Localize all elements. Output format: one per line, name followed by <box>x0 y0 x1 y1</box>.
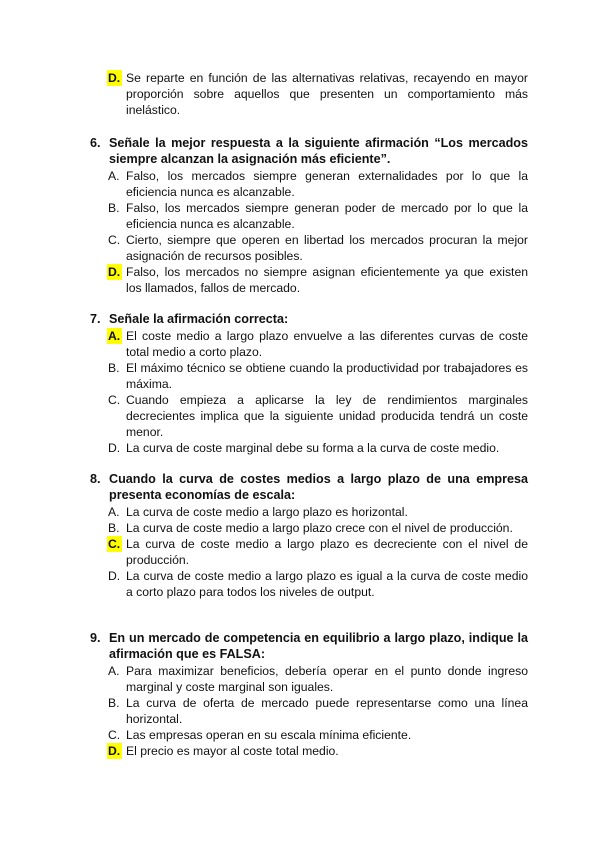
question-number: 8. <box>90 472 101 486</box>
option-text: Falso, los mercados no siempre asignan eficientemente ya que existen los llamados, fallos de mercado. <box>126 265 528 295</box>
option-letter: B. <box>108 361 120 375</box>
option-letter: D. <box>108 569 121 583</box>
answer-option <box>90 70 528 118</box>
option-letter: D. <box>108 441 121 455</box>
option-letter-highlighted: A. <box>108 329 121 343</box>
option-letter: A. <box>108 169 120 183</box>
question-heading <box>90 135 528 167</box>
answer-option <box>90 264 528 296</box>
option-text: Para maximizar beneficios, debería operar en el punto donde ingreso marginal y coste marginal son iguales. <box>126 664 528 694</box>
answer-option <box>90 200 528 232</box>
question-text: Señale la afirmación correcta: <box>109 312 289 326</box>
option-letter-highlighted: D. <box>108 71 121 85</box>
option-letter: B. <box>108 521 120 535</box>
option-text: Se reparte en función de las alternativas relativas, recayendo en mayor proporción sobre aquellos que presenten un comportamiento más inelástico. <box>126 71 528 117</box>
option-text: La curva de oferta de mercado puede representarse como una línea horizontal. <box>126 696 528 726</box>
option-letter-highlighted: D. <box>108 265 121 279</box>
question-heading <box>90 471 528 503</box>
option-letter: C. <box>108 233 121 247</box>
question-6 <box>90 135 528 296</box>
question-number: 9. <box>90 631 101 645</box>
option-text: La curva de coste medio a largo plazo crece con el nivel de producción. <box>126 521 513 535</box>
question-8 <box>90 471 528 600</box>
option-text: El precio es mayor al coste total medio. <box>126 744 339 758</box>
question-9 <box>90 630 528 759</box>
option-letter: C. <box>108 728 121 742</box>
answer-option <box>90 360 528 392</box>
answer-option <box>90 232 528 264</box>
answer-option <box>90 520 528 536</box>
option-letter: A. <box>108 505 120 519</box>
question-text: Señale la mejor respuesta a la siguiente afirmación “Los mercados siempre alcanzan la asignación más eficiente”. <box>109 136 528 166</box>
option-letter: B. <box>108 696 120 710</box>
option-letter: C. <box>108 393 121 407</box>
question-text: En un mercado de competencia en equilibrio a largo plazo, indique la afirmación que es FALSA: <box>109 631 528 661</box>
answer-option <box>90 568 528 600</box>
option-letter-highlighted: C. <box>108 537 121 551</box>
question-heading <box>90 311 528 327</box>
option-text: La curva de coste marginal debe su forma a la curva de coste medio. <box>126 441 500 455</box>
option-letter: A. <box>108 664 120 678</box>
option-text: Falso, los mercados siempre generan externalidades por lo que la eficiencia nunca es alcanzable. <box>126 169 528 199</box>
question-5-continuation <box>90 70 528 118</box>
option-text: La curva de coste medio a largo plazo es decreciente con el nivel de producción. <box>126 537 528 567</box>
question-text: Cuando la curva de costes medios a largo plazo de una empresa presenta economías de escala: <box>109 472 528 502</box>
answer-option <box>90 695 528 727</box>
option-text: La curva de coste medio a largo plazo es igual a la curva de coste medio a corto plazo para todos los niveles de output. <box>126 569 528 599</box>
answer-option <box>90 168 528 200</box>
option-text: Cuando empieza a aplicarse la ley de rendimientos marginales decrecientes implica que la siguiente unidad producida tendrá un coste menor. <box>126 393 528 439</box>
option-text: Falso, los mercados siempre generan poder de mercado por lo que la eficiencia nunca es alcanzable. <box>126 201 528 231</box>
answer-option <box>90 743 528 759</box>
option-letter: B. <box>108 201 120 215</box>
answer-option <box>90 536 528 568</box>
answer-option <box>90 727 528 743</box>
option-text: Cierto, siempre que operen en libertad los mercados procuran la mejor asignación de recursos posibles. <box>126 233 528 263</box>
question-number: 6. <box>90 136 101 150</box>
question-heading <box>90 630 528 662</box>
option-text: Las empresas operan en su escala mínima eficiente. <box>126 728 412 742</box>
answer-option <box>90 328 528 360</box>
option-text: La curva de coste medio a largo plazo es horizontal. <box>126 505 408 519</box>
answer-option <box>90 440 528 456</box>
question-number: 7. <box>90 312 101 326</box>
option-letter-highlighted: D. <box>108 744 121 758</box>
question-7 <box>90 311 528 456</box>
answer-option <box>90 663 528 695</box>
answer-option <box>90 504 528 520</box>
option-text: El máximo técnico se obtiene cuando la productividad por trabajadores es máxima. <box>126 361 528 391</box>
answer-option <box>90 392 528 440</box>
option-text: El coste medio a largo plazo envuelve a las diferentes curvas de coste total medio a corto plazo. <box>126 329 528 359</box>
